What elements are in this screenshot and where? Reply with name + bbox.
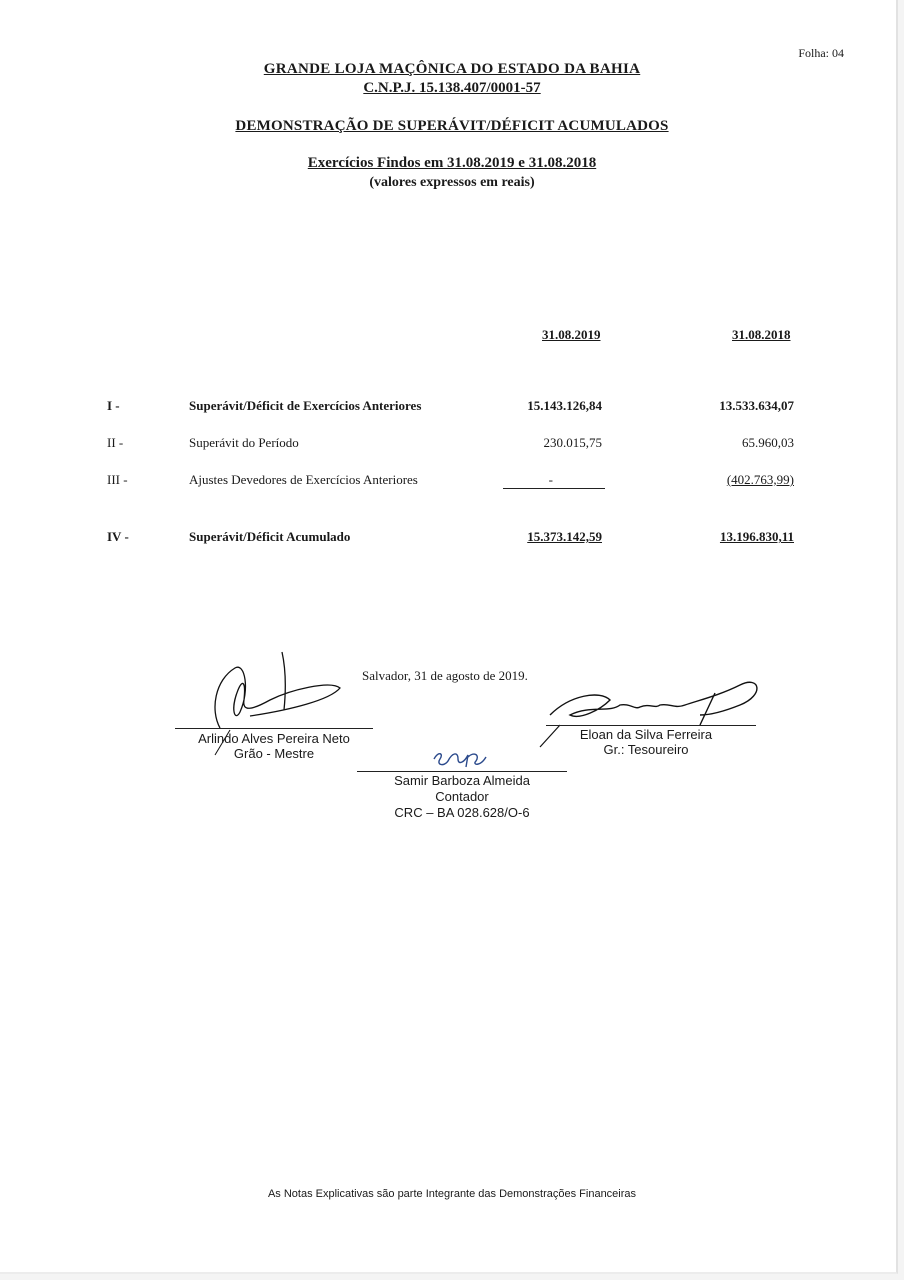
table-row [0, 472, 904, 492]
signatory-registry: CRC – BA 028.628/O-6 [394, 805, 530, 820]
org-name: GRANDE LOJA MAÇÔNICA DO ESTADO DA BAHIA [263, 61, 641, 77]
signature-contador [430, 745, 490, 771]
row-label: Superávit/Déficit Acumulado [189, 529, 351, 544]
row-number: I - [107, 398, 120, 413]
subtotal-rule [503, 488, 605, 489]
column-header-2019: 31.08.2019 [542, 327, 601, 342]
value-2018: (402.763,99) [726, 472, 794, 487]
table-row [0, 529, 904, 549]
row-label: Ajustes Devedores de Exercícios Anteriores [189, 472, 418, 487]
value-2019: 230.015,75 [543, 435, 602, 450]
signature-line [357, 771, 567, 772]
place-date: Salvador, 31 de agosto de 2019. [362, 668, 528, 683]
value-2019: 15.143.126,84 [527, 398, 602, 413]
signatory-name: Arlindo Alves Pereira Neto [198, 731, 350, 746]
value-2018: 13.196.830,11 [719, 529, 794, 544]
statement-units: (valores expressos em reais) [369, 175, 535, 190]
row-number: II - [107, 435, 124, 450]
row-label: Superávit do Período [189, 435, 299, 450]
value-2019: 15.373.142,59 [527, 529, 602, 544]
value-2018: 65.960,03 [742, 435, 794, 450]
row-number: IV - [107, 529, 129, 544]
signatory-role: Contador [435, 789, 489, 804]
signature-grao-mestre [190, 650, 350, 740]
signature-line [546, 725, 756, 726]
page-number: Folha: 04 [798, 46, 844, 60]
signatory-role: Grão - Mestre [233, 746, 315, 761]
table-row [0, 435, 904, 455]
table-row [0, 398, 904, 418]
row-label: Superávit/Déficit de Exercícios Anteriores [189, 398, 422, 413]
statement-period: Exercícios Findos em 31.08.2019 e 31.08.2018 [307, 155, 597, 171]
footer-note: As Notas Explicativas são parte Integrante das Demonstrações Financeiras [267, 1188, 637, 1200]
row-number: III - [107, 472, 128, 487]
value-2019: - [548, 472, 553, 487]
org-cnpj: C.N.P.J. 15.138.407/0001-57 [363, 80, 541, 96]
signatory-role: Gr.: Tesoureiro [603, 742, 689, 757]
statement-title: DEMONSTRAÇÃO DE SUPERÁVIT/DÉFICIT ACUMULADOS [235, 118, 669, 134]
signatory-name: Eloan da Silva Ferreira [579, 727, 713, 742]
value-2018: 13.533.634,07 [719, 398, 794, 413]
column-header-2018: 31.08.2018 [732, 327, 791, 342]
signature-line [175, 728, 373, 729]
signatory-name: Samir Barboza Almeida [394, 773, 530, 788]
